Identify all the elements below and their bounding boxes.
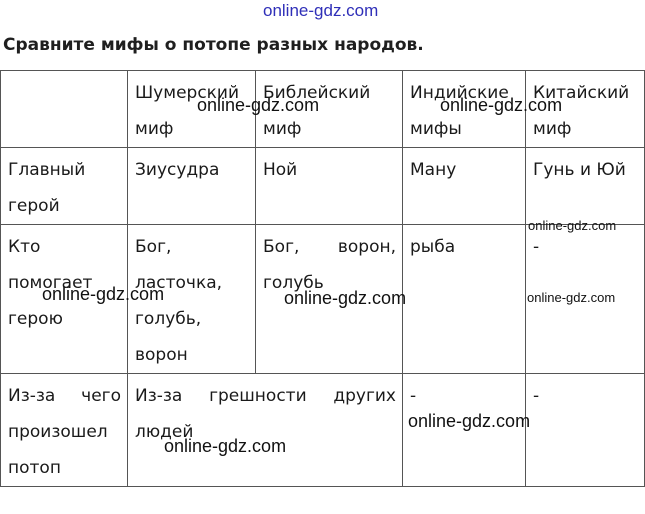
row-label-helper: Кто помогает герою [1, 225, 128, 374]
watermark-overlay: online-gdz.com [42, 284, 165, 304]
page-title: Сравните мифы о потопе разных народов. [3, 35, 424, 55]
cell-indian-helper: рыба [403, 225, 526, 374]
watermark-overlay: online-gdz.com [527, 290, 616, 305]
cell-sumerian-helper: Бог, ласточка, голубь, ворон [128, 225, 256, 374]
cell-biblical-helper: Бог, ворон, голубь [256, 225, 403, 374]
cell-chinese-cause: - [526, 374, 645, 487]
cell-sumerian-hero: Зиусудра [128, 148, 256, 225]
cell-sumerian-biblical-cause: Из-за грешности других людей [128, 374, 403, 487]
watermark-top: online-gdz.com [263, 1, 379, 20]
myths-comparison-table [0, 70, 645, 487]
header-empty-cell [1, 71, 128, 148]
watermark-overlay: online-gdz.com [528, 218, 617, 233]
cell-chinese-helper: - [526, 225, 645, 374]
cell-indian-cause: - [403, 374, 526, 487]
cell-biblical-hero: Ной [256, 148, 403, 225]
table-row [1, 148, 645, 225]
header-indian-myths: Индийские мифы [403, 71, 526, 148]
header-sumerian-myth: Шумерский миф [128, 71, 256, 148]
watermark-overlay: online-gdz.com [408, 411, 531, 431]
table-row [1, 374, 645, 487]
cell-chinese-hero: Гунь и Юй [526, 148, 645, 225]
cell-indian-hero: Ману [403, 148, 526, 225]
watermark-overlay: online-gdz.com [284, 288, 407, 308]
header-biblical-myth: Библейский миф [256, 71, 403, 148]
row-label-flood-cause: Из-за чего произошел потоп [1, 374, 128, 487]
watermark-overlay: online-gdz.com [440, 95, 563, 115]
watermark-overlay: online-gdz.com [197, 95, 320, 115]
watermark-overlay: online-gdz.com [164, 436, 287, 456]
header-chinese-myth: Китайский миф [526, 71, 645, 148]
row-label-main-hero: Главный герой [1, 148, 128, 225]
